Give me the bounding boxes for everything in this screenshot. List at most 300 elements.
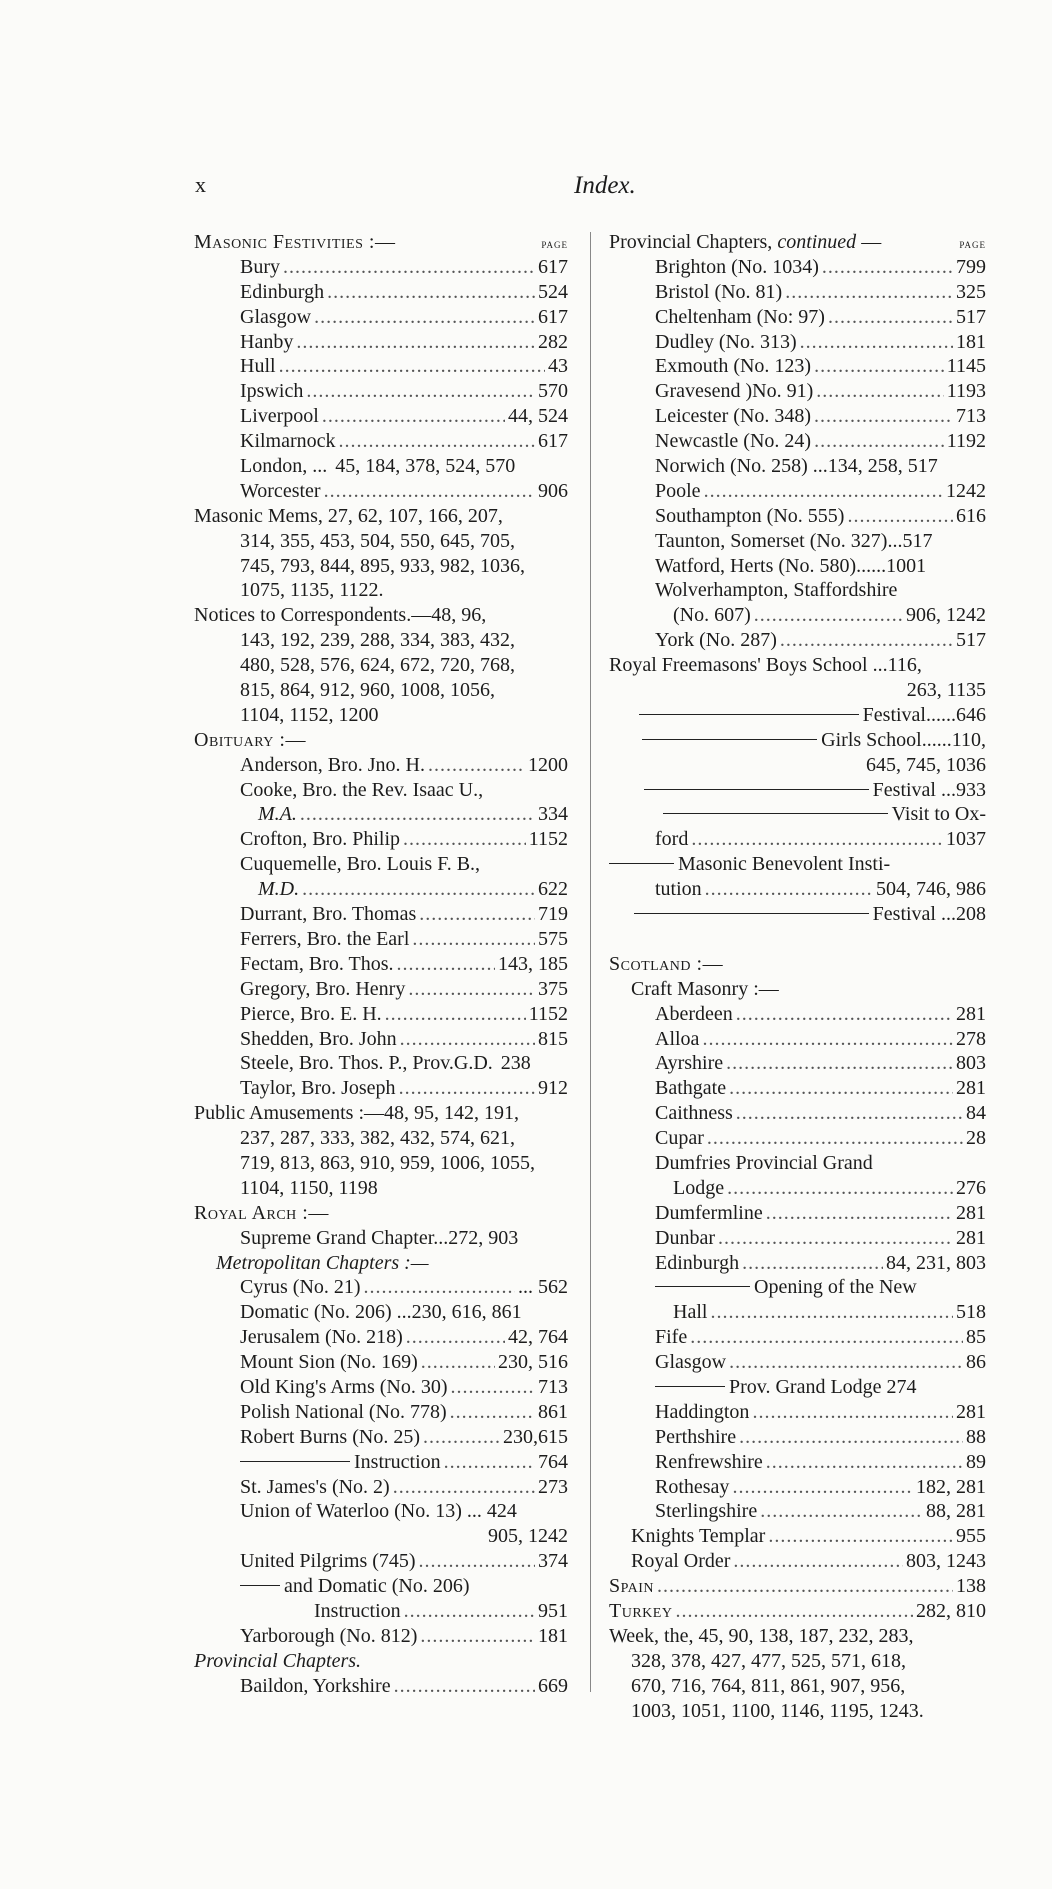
entry-text: St. James's (No. 2) [240, 1475, 390, 1498]
index-entry [194, 1251, 568, 1276]
entry-text: Spain [609, 1575, 655, 1598]
page-ref: 230, 516 [498, 1351, 568, 1374]
index-entry [609, 1649, 986, 1674]
entry-text: Festival ...208 [872, 903, 986, 926]
entry-text: Domatic (No. 206) ...230, 616, 861 [240, 1301, 522, 1324]
page-ref: 281 [956, 1002, 986, 1025]
entry-text: 719, 813, 863, 910, 959, 1006, 1055, [240, 1151, 535, 1174]
index-entry [194, 1325, 568, 1350]
entry-text: London, ... [240, 455, 328, 478]
dot-leader [739, 1425, 963, 1450]
entry-text: Masonic Festivities :— [194, 231, 396, 253]
page-ref: 669 [538, 1674, 568, 1697]
index-entry [609, 1400, 986, 1425]
dot-leader [419, 902, 535, 927]
dot-leader [729, 1350, 963, 1375]
dot-leader [814, 354, 944, 379]
entry-text: Royal Arch :— [194, 1201, 329, 1224]
entry-text: Anderson, Bro. Jno. H. [240, 753, 425, 776]
index-entry [194, 1649, 568, 1674]
page-ref: 43 [548, 355, 568, 378]
column-divider [590, 232, 591, 1692]
entry-text: Cheltenham (No: 97) [655, 305, 825, 328]
entry-text: Poole [655, 479, 701, 502]
dot-leader [705, 877, 873, 902]
page-ref: 334 [538, 803, 568, 826]
page-ref: 138 [956, 1575, 986, 1598]
ditto-rule [642, 739, 817, 740]
entry-text: Dudley (No. 313) [655, 330, 797, 353]
page-ref: 575 [538, 927, 568, 950]
entry-text: Provincial Chapters, continued — [609, 231, 882, 253]
page-ref: 374 [538, 1550, 568, 1573]
page-ref: 951 [538, 1599, 568, 1622]
entry-text: Instruction [314, 1599, 401, 1622]
index-entry [609, 529, 986, 554]
entry-text: Glasgow [655, 1351, 727, 1374]
index-entry [194, 1524, 568, 1549]
entry-text: Hall [673, 1301, 708, 1324]
index-entry [609, 1549, 986, 1574]
index-entry [609, 578, 986, 603]
index-entry [609, 678, 986, 703]
entry-text: Public Amusements :—48, 95, 142, 191, [194, 1102, 519, 1125]
index-entry [194, 1300, 568, 1325]
index-entry [194, 1475, 568, 1500]
index-entry [609, 255, 986, 280]
entry-text: Dumfermline [655, 1201, 763, 1224]
page-ref: 955 [956, 1525, 986, 1548]
dot-leader [718, 1226, 953, 1251]
dot-leader [450, 1400, 535, 1425]
index-entry [194, 1350, 568, 1375]
index-entry [194, 628, 568, 653]
ditto-rule [240, 1585, 280, 1586]
page-ref: 861 [538, 1400, 568, 1423]
entry-text: Ayrshire [655, 1052, 724, 1075]
entry-text: 1104, 1150, 1198 [240, 1176, 378, 1199]
entry-text: 328, 378, 427, 477, 525, 571, 618, [631, 1649, 906, 1672]
entry-text: Metropolitan Chapters :— [216, 1251, 429, 1274]
dot-leader [404, 1599, 535, 1624]
dot-leader [754, 603, 903, 628]
entry-text: Cyrus (No. 21) [240, 1276, 361, 1299]
entry-text: United Pilgrims (745) [240, 1550, 416, 1573]
index-entry [194, 1599, 568, 1624]
index-entry [194, 479, 568, 504]
entry-text: Hull [240, 355, 276, 378]
index-entry [609, 454, 986, 479]
page-ref: 44, 524 [508, 405, 568, 428]
page-ref: 181 [538, 1624, 568, 1647]
index-entry [609, 280, 986, 305]
dot-leader [393, 1475, 535, 1500]
entry-text: ford [655, 828, 689, 851]
entry-text: Leicester (No. 348) [655, 405, 812, 428]
index-entry [609, 1350, 986, 1375]
page-ref: 88 [966, 1425, 986, 1448]
entry-text: Bathgate [655, 1077, 727, 1100]
entry-text: 1104, 1152, 1200 [240, 703, 379, 726]
page-ref: 278 [956, 1027, 986, 1050]
dot-leader [300, 802, 535, 827]
index-entry [194, 1027, 568, 1052]
page-ref: 713 [538, 1375, 568, 1398]
dot-leader [283, 255, 535, 280]
index-entry [194, 902, 568, 927]
entry-text: 815, 864, 912, 960, 1008, 1056, [240, 679, 495, 702]
entry-text: Norwich (No. 258) ...134, 258, 517 [655, 455, 938, 478]
index-entry [194, 952, 568, 977]
ditto-rule [634, 913, 869, 914]
entry-text: Haddington [655, 1400, 750, 1423]
dot-leader [419, 1549, 535, 1574]
dot-leader [816, 379, 943, 404]
index-entry [194, 305, 568, 330]
index-entry [194, 1275, 568, 1300]
page-ref: 230,615 [503, 1425, 568, 1448]
dot-leader [785, 280, 953, 305]
dot-leader [408, 977, 535, 1002]
index-entry [194, 1176, 568, 1201]
page-ref: page [541, 236, 568, 251]
page-ref: 182, 281 [916, 1475, 986, 1498]
index-entry [194, 578, 568, 603]
index-entry [194, 1076, 568, 1101]
index-entry [194, 1151, 568, 1176]
dot-leader [733, 1549, 903, 1574]
index-entry [609, 1226, 986, 1251]
index-entry [609, 1176, 986, 1201]
entry-text: Glasgow [240, 305, 312, 328]
entry-text: Scotland :— [609, 952, 724, 975]
entry-text: Hanby [240, 330, 294, 353]
entry-text: Ipswich [240, 380, 304, 403]
dot-leader [822, 255, 953, 280]
index-entry [609, 404, 986, 429]
index-entry [194, 852, 568, 877]
index-entry [609, 479, 986, 504]
dot-leader [814, 404, 953, 429]
page-ref: ... 562 [518, 1276, 568, 1299]
entry-text: Edinburgh [655, 1251, 740, 1274]
index-entry [609, 354, 986, 379]
page-ref: 281 [956, 1226, 986, 1249]
index-entry [609, 703, 986, 728]
index-entry [609, 1126, 986, 1151]
ditto-rule [240, 1461, 350, 1462]
ditto-rule [655, 1286, 750, 1287]
entry-text: Opening of the New [754, 1276, 917, 1299]
index-entry [194, 1126, 568, 1151]
entry-text: Cupar [655, 1127, 704, 1150]
entry-text: Exmouth (No. 123) [655, 355, 812, 378]
entry-text: Sterlingshire [655, 1500, 758, 1523]
page-ref: 524 [538, 280, 568, 303]
index-entry [609, 628, 986, 653]
entry-text: Steele, Bro. Thos. P., Prov.G.D. [240, 1052, 493, 1075]
index-entry [609, 1251, 986, 1276]
entry-text: Lodge [673, 1176, 725, 1199]
page-ref: 617 [538, 255, 568, 278]
entry-text: Royal Order [631, 1550, 731, 1573]
entry-text: Festival......646 [862, 703, 986, 726]
page-ref: 504, 746, 986 [876, 878, 986, 901]
page-ref: 42, 764 [508, 1326, 568, 1349]
ditto-rule [655, 1386, 725, 1387]
entry-text: 480, 528, 576, 624, 672, 720, 768, [240, 654, 515, 677]
entry-text: 745, 793, 844, 895, 933, 982, 1036, [240, 554, 525, 577]
index-entry [609, 827, 986, 852]
entry-text: Bury [240, 255, 280, 278]
entry-text: Old King's Arms (No. 30) [240, 1375, 448, 1398]
index-entry [609, 1027, 986, 1052]
page-ref: 906, 1242 [906, 604, 986, 627]
dot-leader [707, 1126, 963, 1151]
index-entry [609, 1076, 986, 1101]
index-entry [609, 852, 986, 877]
page-header [0, 172, 1052, 202]
index-entry [194, 977, 568, 1002]
dot-leader [702, 1027, 953, 1052]
ditto-rule [609, 863, 674, 864]
entry-text: Pierce, Bro. E. H. [240, 1002, 382, 1025]
index-entry [609, 1524, 986, 1549]
index-entry [609, 653, 986, 678]
index-entry [609, 1450, 986, 1475]
entry-text: Gravesend )No. 91) [655, 380, 814, 403]
page-ref: 1152 [528, 1002, 568, 1025]
index-entry [194, 330, 568, 355]
page-ref: 238 [500, 1052, 531, 1075]
index-entry [609, 1325, 986, 1350]
ditto-rule [663, 813, 888, 814]
dot-leader [420, 1624, 535, 1649]
entry-text: Obituary :— [194, 728, 306, 751]
dot-leader [324, 479, 535, 504]
entry-text: Masonic Mems, 27, 62, 107, 166, 207, [194, 504, 503, 527]
index-entry [194, 1674, 568, 1699]
index-column-right [609, 230, 986, 1723]
dot-leader [314, 305, 535, 330]
index-entry [194, 230, 568, 255]
index-entry [609, 1574, 986, 1599]
entry-text: Dumfries Provincial Grand [655, 1151, 873, 1174]
index-entry [609, 1674, 986, 1699]
dot-leader [397, 952, 495, 977]
entry-text: Instruction [354, 1450, 441, 1473]
index-entry [609, 1300, 986, 1325]
page-ref: 570 [538, 380, 568, 403]
page-ref: 273 [538, 1475, 568, 1498]
entry-text: Fife [655, 1326, 688, 1349]
index-entry [194, 1051, 568, 1076]
page-ref: 719 [538, 903, 568, 926]
index-entry [194, 554, 568, 579]
page-ref: 1242 [946, 479, 986, 502]
index-entry [609, 1425, 986, 1450]
index-entry [194, 354, 568, 379]
dot-leader [364, 1275, 515, 1300]
entry-text: Liverpool [240, 405, 319, 428]
index-entry [609, 1201, 986, 1226]
page-ref: 1200 [528, 753, 568, 776]
index-entry [194, 454, 568, 479]
entry-text: Craft Masonry :— [631, 977, 779, 1000]
index-entry [609, 1475, 986, 1500]
entry-text: York (No. 287) [655, 629, 777, 652]
page-ref: 622 [538, 878, 568, 901]
page-ref: 906 [538, 479, 568, 502]
dot-leader [657, 1574, 953, 1599]
page-ref: 84 [966, 1102, 986, 1125]
entry-text: Shedden, Bro. John [240, 1027, 397, 1050]
index-entry [194, 678, 568, 703]
dot-leader [814, 429, 944, 454]
page-ref: 325 [956, 280, 986, 303]
ditto-rule [639, 714, 859, 715]
index-entry [194, 404, 568, 429]
dot-leader [704, 479, 943, 504]
entry-text: Southampton (No. 555) [655, 504, 845, 527]
dot-leader [296, 330, 535, 355]
dot-leader [742, 1251, 883, 1276]
index-entry [609, 1699, 986, 1724]
index-entry [194, 802, 568, 827]
entry-text: Crofton, Bro. Philip [240, 828, 401, 851]
entry-text: Visit to Ox- [891, 803, 986, 826]
page-ref: 282 [538, 330, 568, 353]
entry-text: Ferrers, Bro. the Earl [240, 927, 410, 950]
index-entry [194, 1499, 568, 1524]
entry-text: Mount Sion (No. 169) [240, 1351, 418, 1374]
page-ref: page [959, 236, 986, 251]
entry-text: Girls School......110, [821, 728, 986, 751]
entry-text: Taylor, Bro. Joseph [240, 1077, 396, 1100]
entry-text: 645, 745, 1036 [866, 753, 986, 776]
page-ref: 815 [538, 1027, 568, 1050]
page-ref: 86 [966, 1351, 986, 1374]
entry-text: 1003, 1051, 1100, 1146, 1195, 1243. [631, 1699, 924, 1722]
entry-text: Masonic Benevolent Insti- [678, 853, 891, 876]
entry-text: Taunton, Somerset (No. 327)...517 [655, 529, 933, 552]
index-entry [609, 305, 986, 330]
index-column-left [194, 230, 568, 1699]
dot-leader [691, 827, 943, 852]
page-ref: 281 [956, 1201, 986, 1224]
entry-text: Brighton (No. 1034) [655, 255, 819, 278]
page-ref: 764 [538, 1450, 568, 1473]
index-entry [609, 977, 986, 1002]
index-entry [609, 379, 986, 404]
entry-text: Polish National (No. 778) [240, 1400, 447, 1423]
page-ref: 1193 [946, 380, 986, 403]
dot-leader [406, 1325, 505, 1350]
index-entry [194, 1226, 568, 1251]
page-ref: 84, 231, 803 [886, 1251, 986, 1274]
entry-text: Robert Burns (No. 25) [240, 1425, 420, 1448]
entry-text: Wolverhampton, Staffordshire [655, 579, 898, 602]
index-entry [609, 1002, 986, 1027]
entry-text: 670, 716, 764, 811, 861, 907, 956, [631, 1674, 906, 1697]
entry-text: Fectam, Bro. Thos. [240, 952, 394, 975]
index-entry [194, 280, 568, 305]
dot-leader [385, 1002, 526, 1027]
index-entry [609, 429, 986, 454]
index-entry [609, 1151, 986, 1176]
index-entry [194, 1002, 568, 1027]
dot-leader [690, 1325, 963, 1350]
index-entry [609, 603, 986, 628]
dot-leader [752, 1400, 953, 1425]
page-ref: 375 [538, 977, 568, 1000]
index-entry [194, 653, 568, 678]
dot-leader [726, 1051, 953, 1076]
entry-text: Supreme Grand Chapter...272, 903 [240, 1226, 519, 1249]
page-title: Index. [574, 172, 636, 199]
index-entry [609, 927, 986, 952]
ditto-rule [644, 789, 869, 790]
entry-text: Caithness [655, 1102, 733, 1125]
page-ref: 1145 [946, 355, 986, 378]
dot-leader [768, 1524, 953, 1549]
dot-leader [394, 1674, 535, 1699]
entry-text: Durrant, Bro. Thomas [240, 903, 417, 926]
index-entry [194, 504, 568, 529]
dot-leader [399, 1076, 535, 1101]
dot-leader [766, 1450, 963, 1475]
entry-text: Royal Freemasons' Boys School ...116, [609, 654, 922, 677]
index-entry [609, 554, 986, 579]
page-ref: 803, 1243 [906, 1550, 986, 1573]
index-entry [609, 877, 986, 902]
index-entry [609, 1499, 986, 1524]
page-ref: 1037 [946, 828, 986, 851]
index-entry [194, 1574, 568, 1599]
dot-leader [400, 1027, 535, 1052]
page-ref: 282, 810 [916, 1599, 986, 1622]
entry-text: Perthshire [655, 1425, 737, 1448]
dot-leader [412, 927, 535, 952]
index-entry [194, 429, 568, 454]
index-entry [194, 529, 568, 554]
entry-text: Renfrewshire [655, 1450, 763, 1473]
page-ref: 912 [538, 1077, 568, 1100]
entry-text: tution [655, 878, 702, 901]
dot-leader [847, 504, 953, 529]
page-ref: 1192 [946, 430, 986, 453]
index-entry [609, 778, 986, 803]
index-entry [609, 230, 986, 255]
page-ref: 28 [966, 1127, 986, 1150]
entry-text: Kilmarnock [240, 430, 336, 453]
entry-text: Notices to Correspondents.—48, 96, [194, 604, 487, 627]
index-entry [609, 952, 986, 977]
entry-text: Gregory, Bro. Henry [240, 977, 406, 1000]
entry-text: 1075, 1135, 1122. [240, 579, 384, 602]
index-entry [194, 827, 568, 852]
page-ref: 713 [956, 405, 986, 428]
entry-text: Week, the, 45, 90, 138, 187, 232, 283, [609, 1624, 914, 1647]
dot-leader [403, 827, 526, 852]
index-entry [609, 1101, 986, 1126]
index-entry [609, 1624, 986, 1649]
page-ref: 143, 185 [498, 952, 568, 975]
page-ref: 276 [956, 1176, 986, 1199]
index-entry [194, 1425, 568, 1450]
page-ref: 617 [538, 305, 568, 328]
dot-leader [675, 1599, 913, 1624]
